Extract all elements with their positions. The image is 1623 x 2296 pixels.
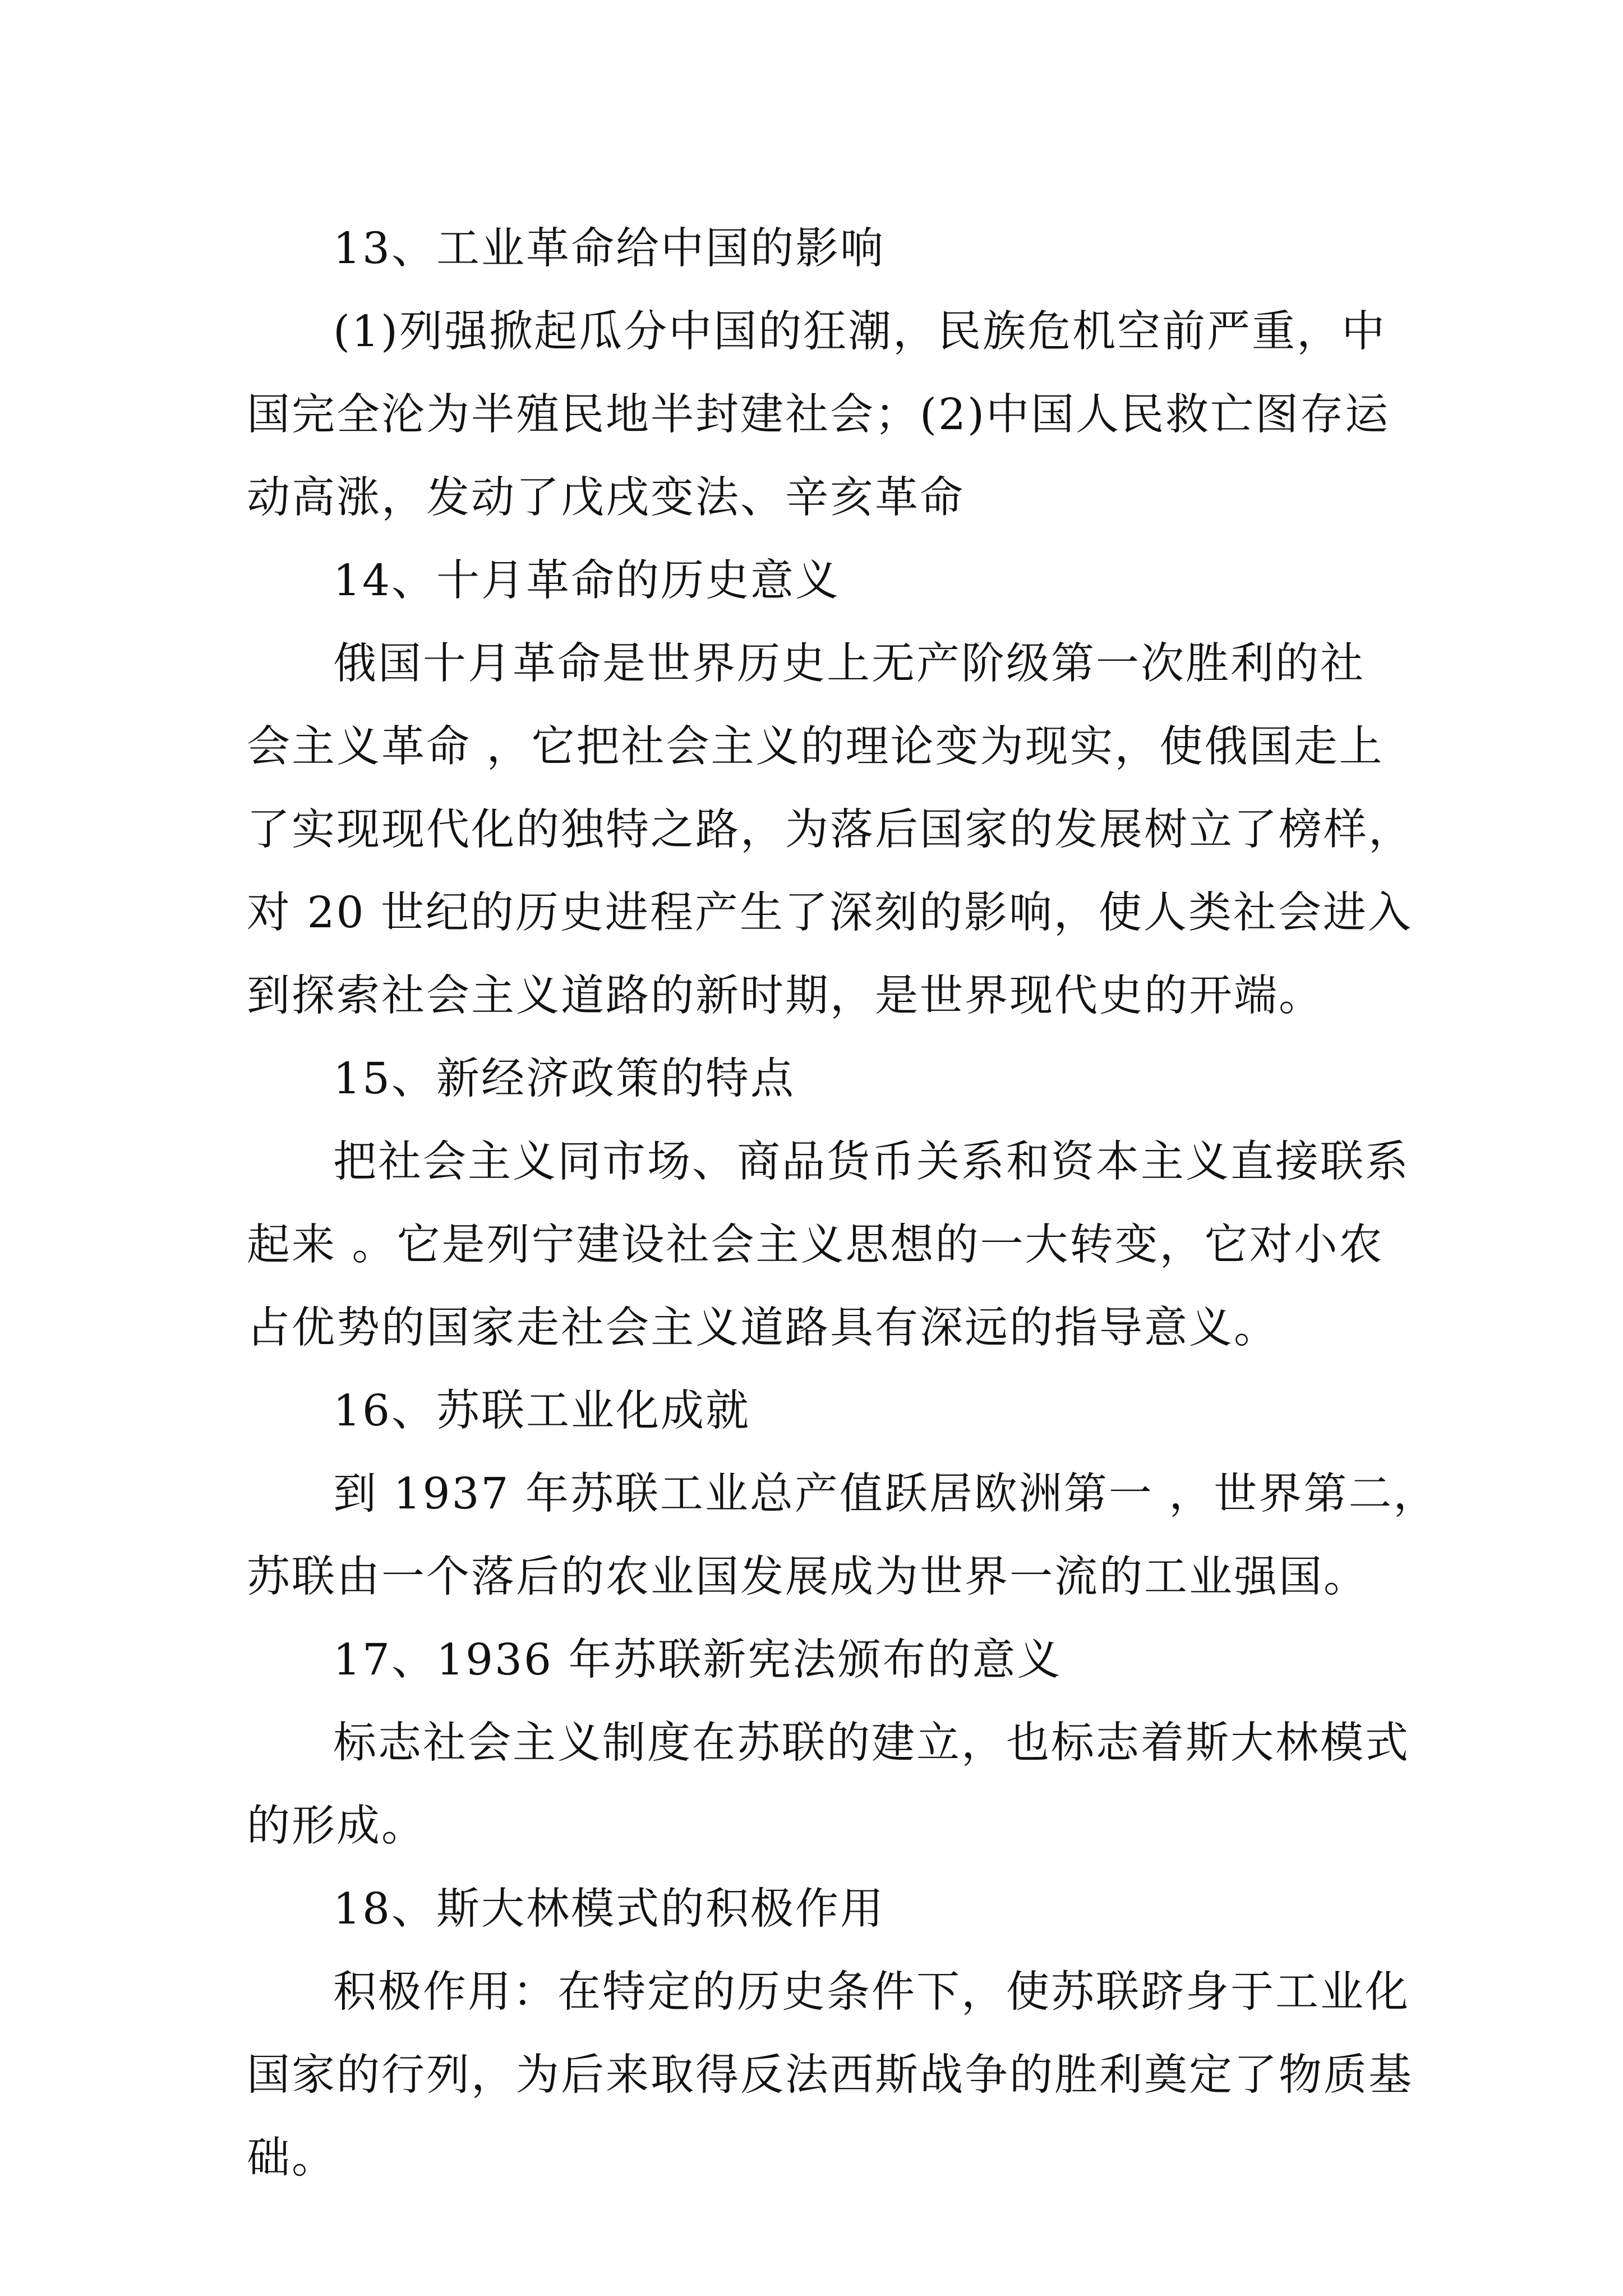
paragraph-line: 起来 。它是列宁建设社会主义思想的一大转变，它对小农 xyxy=(247,1220,1384,1270)
section-heading: 14、十月革命的历史意义 xyxy=(333,556,840,606)
paragraph-line: 国完全沦为半殖民地半封建社会；(2)中国人民救亡图存运 xyxy=(247,390,1390,440)
paragraph-line: 苏联由一个落后的农业国发展成为世界一流的工业强国。 xyxy=(247,1552,1368,1602)
section-heading: 13、工业革命给中国的影响 xyxy=(333,224,885,274)
paragraph-line: 到探索社会主义道路的新时期，是世界现代史的开端。 xyxy=(247,971,1324,1021)
paragraph-line: 对 20 世纪的历史进程产生了深刻的影响，使人类社会进入 xyxy=(247,888,1413,938)
paragraph-line: 到 1937 年苏联工业总产值跃居欧洲第一 ，世界第二， xyxy=(333,1469,1438,1519)
paragraph-line: 国家的行列，为后来取得反法西斯战争的胜利奠定了物质基 xyxy=(247,2050,1413,2100)
paragraph-line: 动高涨，发动了戊戌变法、辛亥革命 xyxy=(247,473,965,523)
paragraph-line: 会主义革命 ，它把社会主义的理论变为现实，使俄国走上 xyxy=(247,722,1384,772)
paragraph-line: (1)列强掀起瓜分中国的狂潮，民族危机空前严重，中 xyxy=(333,307,1387,357)
document-body xyxy=(247,208,1438,2200)
paragraph-line: 积极作用：在特定的历史条件下，使苏联跻身于工业化 xyxy=(333,1967,1410,2017)
paragraph-line: 了实现现代化的独特之路，为落后国家的发展树立了榜样， xyxy=(247,805,1413,855)
paragraph-line: 的形成。 xyxy=(247,1801,426,1851)
paragraph-line: 把社会主义同市场、商品货币关系和资本主义直接联系 xyxy=(333,1137,1410,1187)
paragraph-line: 标志社会主义制度在苏联的建立，也标志着斯大林模式 xyxy=(333,1718,1410,1768)
section-heading: 18、斯大林模式的积极作用 xyxy=(333,1884,885,1934)
paragraph-line: 础。 xyxy=(247,2133,336,2183)
section-heading: 16、苏联工业化成就 xyxy=(333,1386,750,1436)
section-heading: 15、新经济政策的特点 xyxy=(333,1054,795,1104)
paragraph-line: 占优势的国家走社会主义道路具有深远的指导意义。 xyxy=(247,1303,1279,1353)
paragraph-line: 俄国十月革命是世界历史上无产阶级第一次胜利的社 xyxy=(333,639,1365,689)
section-heading: 17、1936 年苏联新宪法颁布的意义 xyxy=(333,1635,1062,1685)
